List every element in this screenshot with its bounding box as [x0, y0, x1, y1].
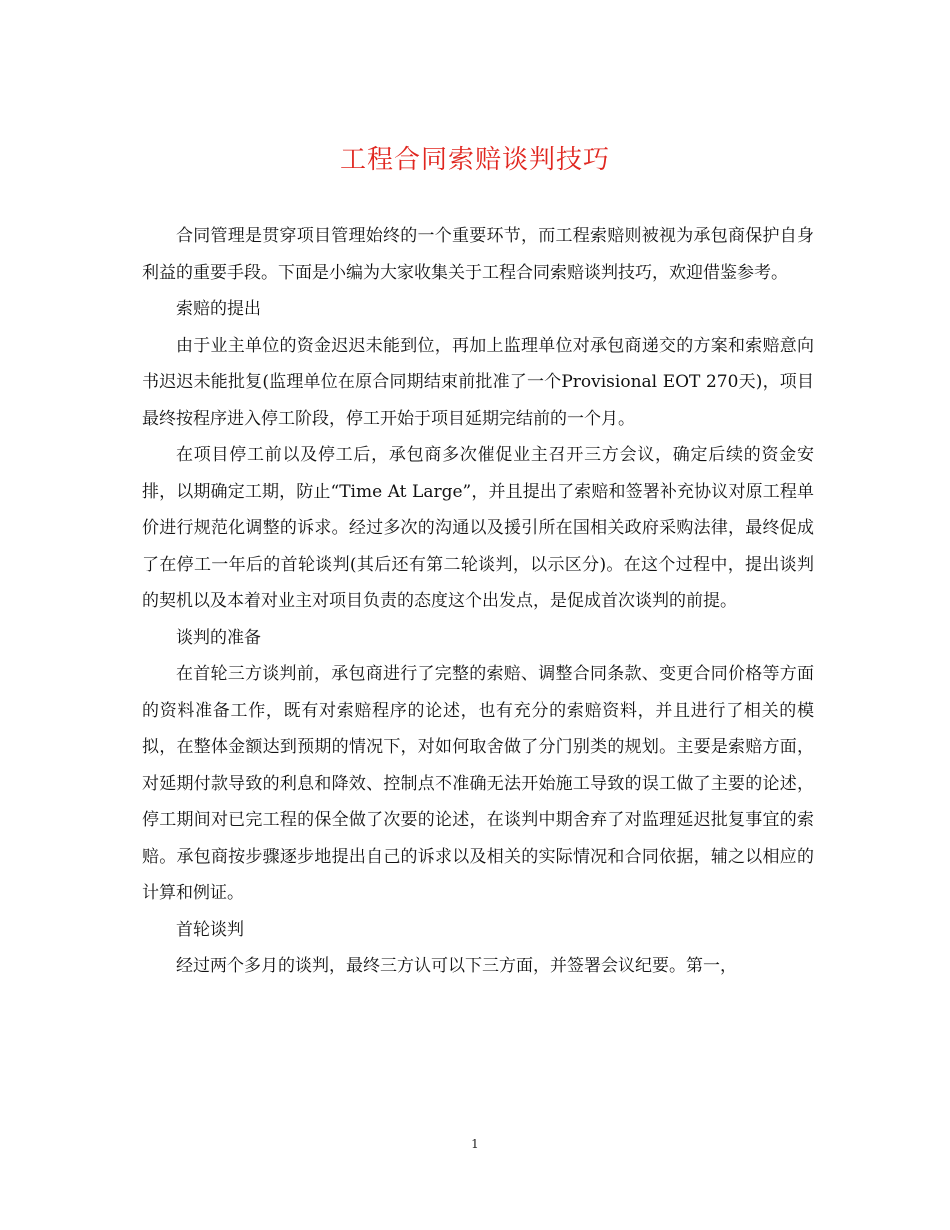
- paragraph-preparation: 在首轮三方谈判前，承包商进行了完整的索赔、调整合同条款、变更合同价格等方面的资料准备工作，既有对索赔程序的论述，也有充分的索赔资料，并且进行了相关的模拟，在整体金额达到预期的情况下，对如何取舍做了分门别类的规划。主要是索赔方面，对延期付款导致的利息和降效、控制点不准确无法开始施工导致的误工做了主要的论述，停工期间对已完工程的保全做了次要的论述，在谈判中期舍弃了对监理延迟批复事宜的索赔。承包商按步骤逐步地提出自己的诉求以及相关的实际情况和合同依据，辅之以相应的计算和例证。: [142, 664, 814, 903]
- document-title: 工程合同索赔谈判技巧: [339, 145, 610, 175]
- section-heading-negotiation-prep: 谈判的准备: [176, 627, 261, 648]
- paragraph-tripartite-meeting: 在项目停工前以及停工后，承包商多次催促业主召开三方会议，确定后续的资金安排，以期确定工期，防止“Time At Large”，并且提出了索赔和签署补充协议对原工程单价进行规范化调整的诉求。经过多次的沟通以及援引所在国相关政府采购法律，最终促成了在停工一年后的首轮谈判(其后还有第二轮谈判，以示区分)。在这个过程中，提出谈判的契机以及本着对业主对项目负责的态度这个出发点，是促成首次谈判的前提。: [142, 445, 814, 611]
- section-heading-first-round: 首轮谈判: [176, 919, 244, 940]
- paragraph-intro: 合同管理是贯穿项目管理始终的一个重要环节，而工程索赔则被视为承包商保护自身利益的重要手段。下面是小编为大家收集关于工程合同索赔谈判技巧，欢迎借鉴参考。: [142, 226, 814, 283]
- page-number: 1: [471, 1137, 479, 1151]
- section-heading-claim-proposal: 索赔的提出: [176, 299, 261, 319]
- paragraph-claim-background: 由于业主单位的资金迟迟未能到位，再加上监理单位对承包商递交的方案和索赔意向书迟迟未能批复(监理单位在原合同期结束前批准了一个Provisional EOT 270天)，项目最终按程序进入停工阶段，停工开始于项目延期完结前的一个月。: [142, 335, 814, 429]
- document-body: [142, 218, 814, 985]
- paragraph-first-round: 经过两个多月的谈判，最终三方认可以下三方面，并签署会议纪要。第一，: [176, 956, 737, 976]
